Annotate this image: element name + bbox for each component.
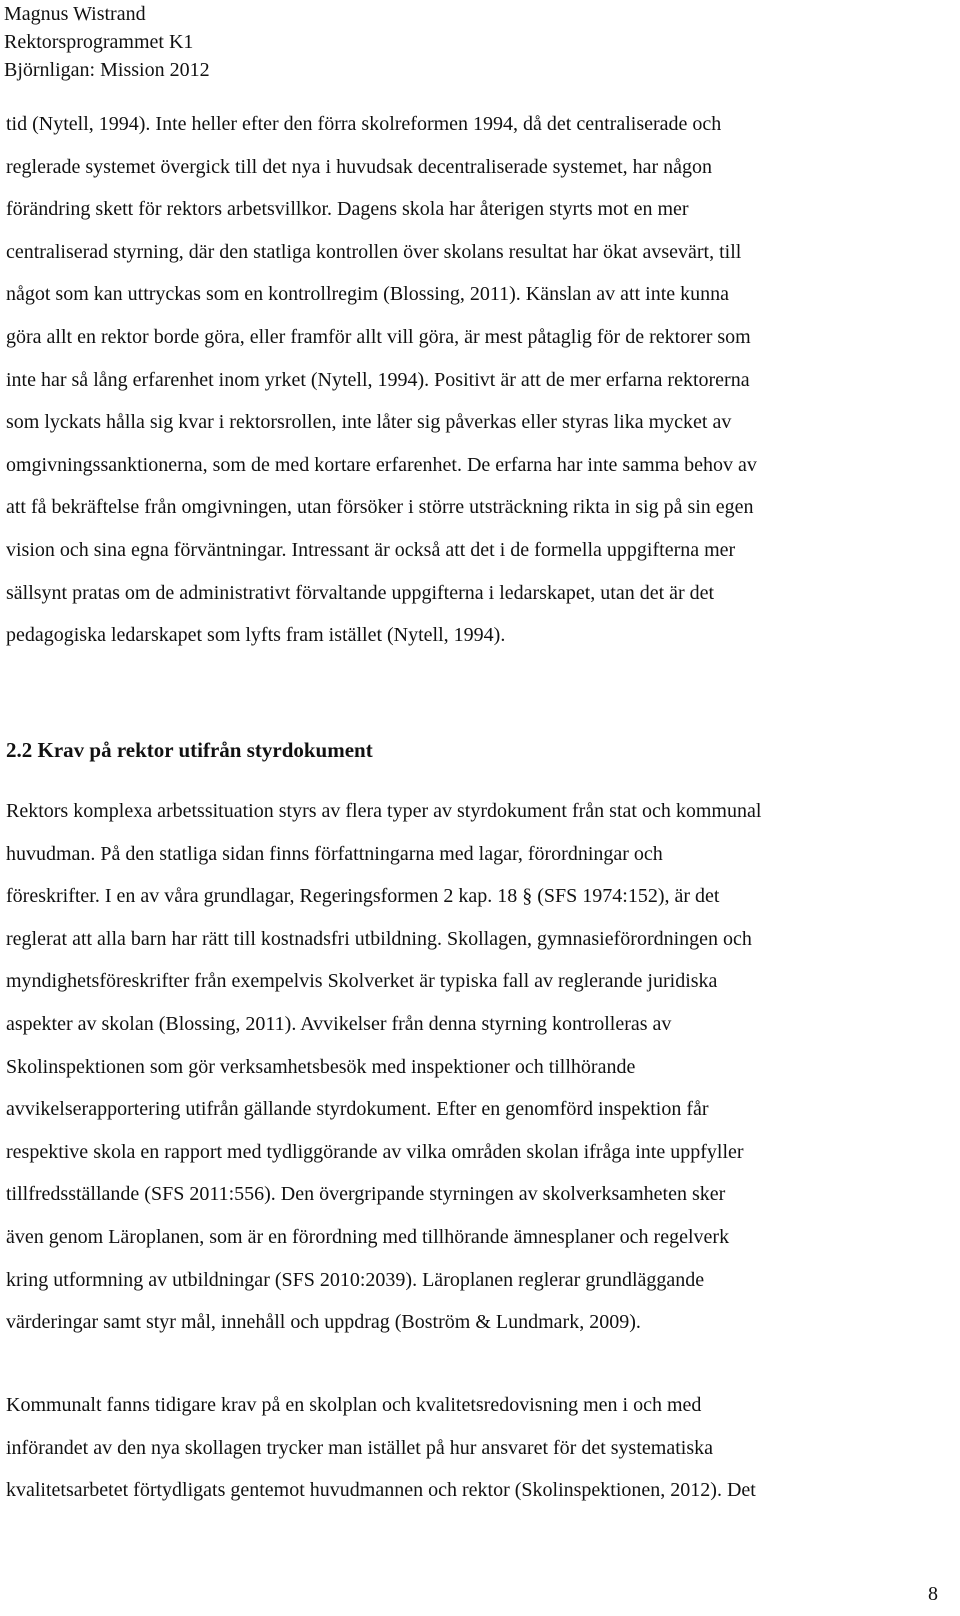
text-line: reglerade systemet övergick till det nya i huvudsak decentraliserade systemet, har någon: [6, 155, 713, 178]
header-author: Magnus Wistrand: [4, 3, 146, 25]
text-line: myndighetsföreskrifter från exempelvis Skolverket är typiska fall av reglerande juridiska: [6, 970, 718, 993]
text-line: vision och sina egna förväntningar. Intressant är också att det i de formella uppgifterna mer: [6, 538, 736, 561]
text-line: sällsynt pratas om de administrativt förvaltande uppgifterna i ledarskapet, utan det är det: [6, 581, 715, 604]
text-line: något som kan uttryckas som en kontrollregim (Blossing, 2011). Känslan av att inte kunna: [6, 283, 730, 306]
text-line: omgivningssanktionerna, som de med kortare erfarenhet. De erfarna har inte samma behov av: [6, 453, 757, 476]
text-line: Rektors komplexa arbetssituation styrs av flera typer av styrdokument från stat och kommunal: [6, 800, 762, 822]
text-line: förändring skett för rektors arbetsvillkor. Dagens skola har återigen styrts mot en mer: [6, 198, 689, 221]
section-heading: 2.2 Krav på rektor utifrån styrdokument: [6, 738, 373, 762]
text-line: aspekter av skolan (Blossing, 2011). Avvikelser från denna styrning kontrolleras av: [6, 1012, 672, 1035]
text-line: Kommunalt fanns tidigare krav på en skolplan och kvalitetsredovisning men i och med: [6, 1394, 702, 1416]
text-line: respektive skola en rapport med tydliggörande av vilka områden skolan ifråga inte uppfyller: [6, 1140, 744, 1163]
text-line: avvikelserapportering utifrån gällande styrdokument. Efter en genomförd inspektion får: [6, 1098, 709, 1121]
text-line: kvalitetsarbetet förtydligats gentemot huvudmannen och rektor (Skolinspektionen, 2012). Det: [6, 1479, 756, 1502]
page-header: [4, 0, 210, 84]
text-line: reglerat att alla barn har rätt till kostnadsfri utbildning. Skollagen, gymnasieförordningen och: [6, 927, 752, 950]
text-line: kring utformning av utbildningar (SFS 2010:2039). Läroplanen reglerar grundläggande: [6, 1268, 705, 1291]
text-line: huvudman. På den statliga sidan finns författningarna med lagar, förordningar och: [6, 842, 663, 865]
text-line: centraliserad styrning, där den statliga kontrollen över skolans resultat har ökat avsevärt, till: [6, 240, 742, 263]
text-line: Skolinspektionen som gör verksamhetsbesök med inspektioner och tillhörande: [6, 1055, 636, 1078]
text-line: som lyckats hålla sig kvar i rektorsrollen, inte låter sig påverkas eller styras lika mycket av: [6, 411, 732, 434]
text-line: att få bekräftelse från omgivningen, utan försöker i större utsträckning rikta in sig på sin egen: [6, 496, 754, 519]
text-line: införandet av den nya skollagen trycker man istället på hur ansvaret för det systematiska: [6, 1436, 713, 1459]
paragraph-1: [6, 103, 936, 657]
paragraph-3: [6, 1384, 936, 1512]
header-program: Rektorsprogrammet K1: [4, 31, 194, 53]
page-number: 8: [928, 1583, 938, 1605]
text-line: tid (Nytell, 1994). Inte heller efter den förra skolreformen 1994, då det centraliserade och: [6, 113, 722, 135]
paragraph-2: [6, 790, 936, 1344]
text-line: tillfredsställande (SFS 2011:556). Den övergripande styrningen av skolverksamheten sker: [6, 1183, 726, 1206]
text-line: föreskrifter. I en av våra grundlagar, Regeringsformen 2 kap. 18 § (SFS 1974:152), är det: [6, 885, 720, 908]
header-group: Björnligan: Mission 2012: [4, 59, 210, 81]
text-line: göra allt en rektor borde göra, eller framför allt vill göra, är mest påtaglig för de rektorer som: [6, 325, 751, 348]
text-line: även genom Läroplanen, som är en förordning med tillhörande ämnesplaner och regelverk: [6, 1225, 730, 1248]
text-line: inte har så lång erfarenhet inom yrket (Nytell, 1994). Positivt är att de mer erfarna rektorerna: [6, 368, 750, 391]
text-line: pedagogiska ledarskapet som lyfts fram istället (Nytell, 1994).: [6, 624, 506, 647]
text-line: värderingar samt styr mål, innehåll och uppdrag (Boström & Lundmark, 2009).: [6, 1311, 641, 1334]
